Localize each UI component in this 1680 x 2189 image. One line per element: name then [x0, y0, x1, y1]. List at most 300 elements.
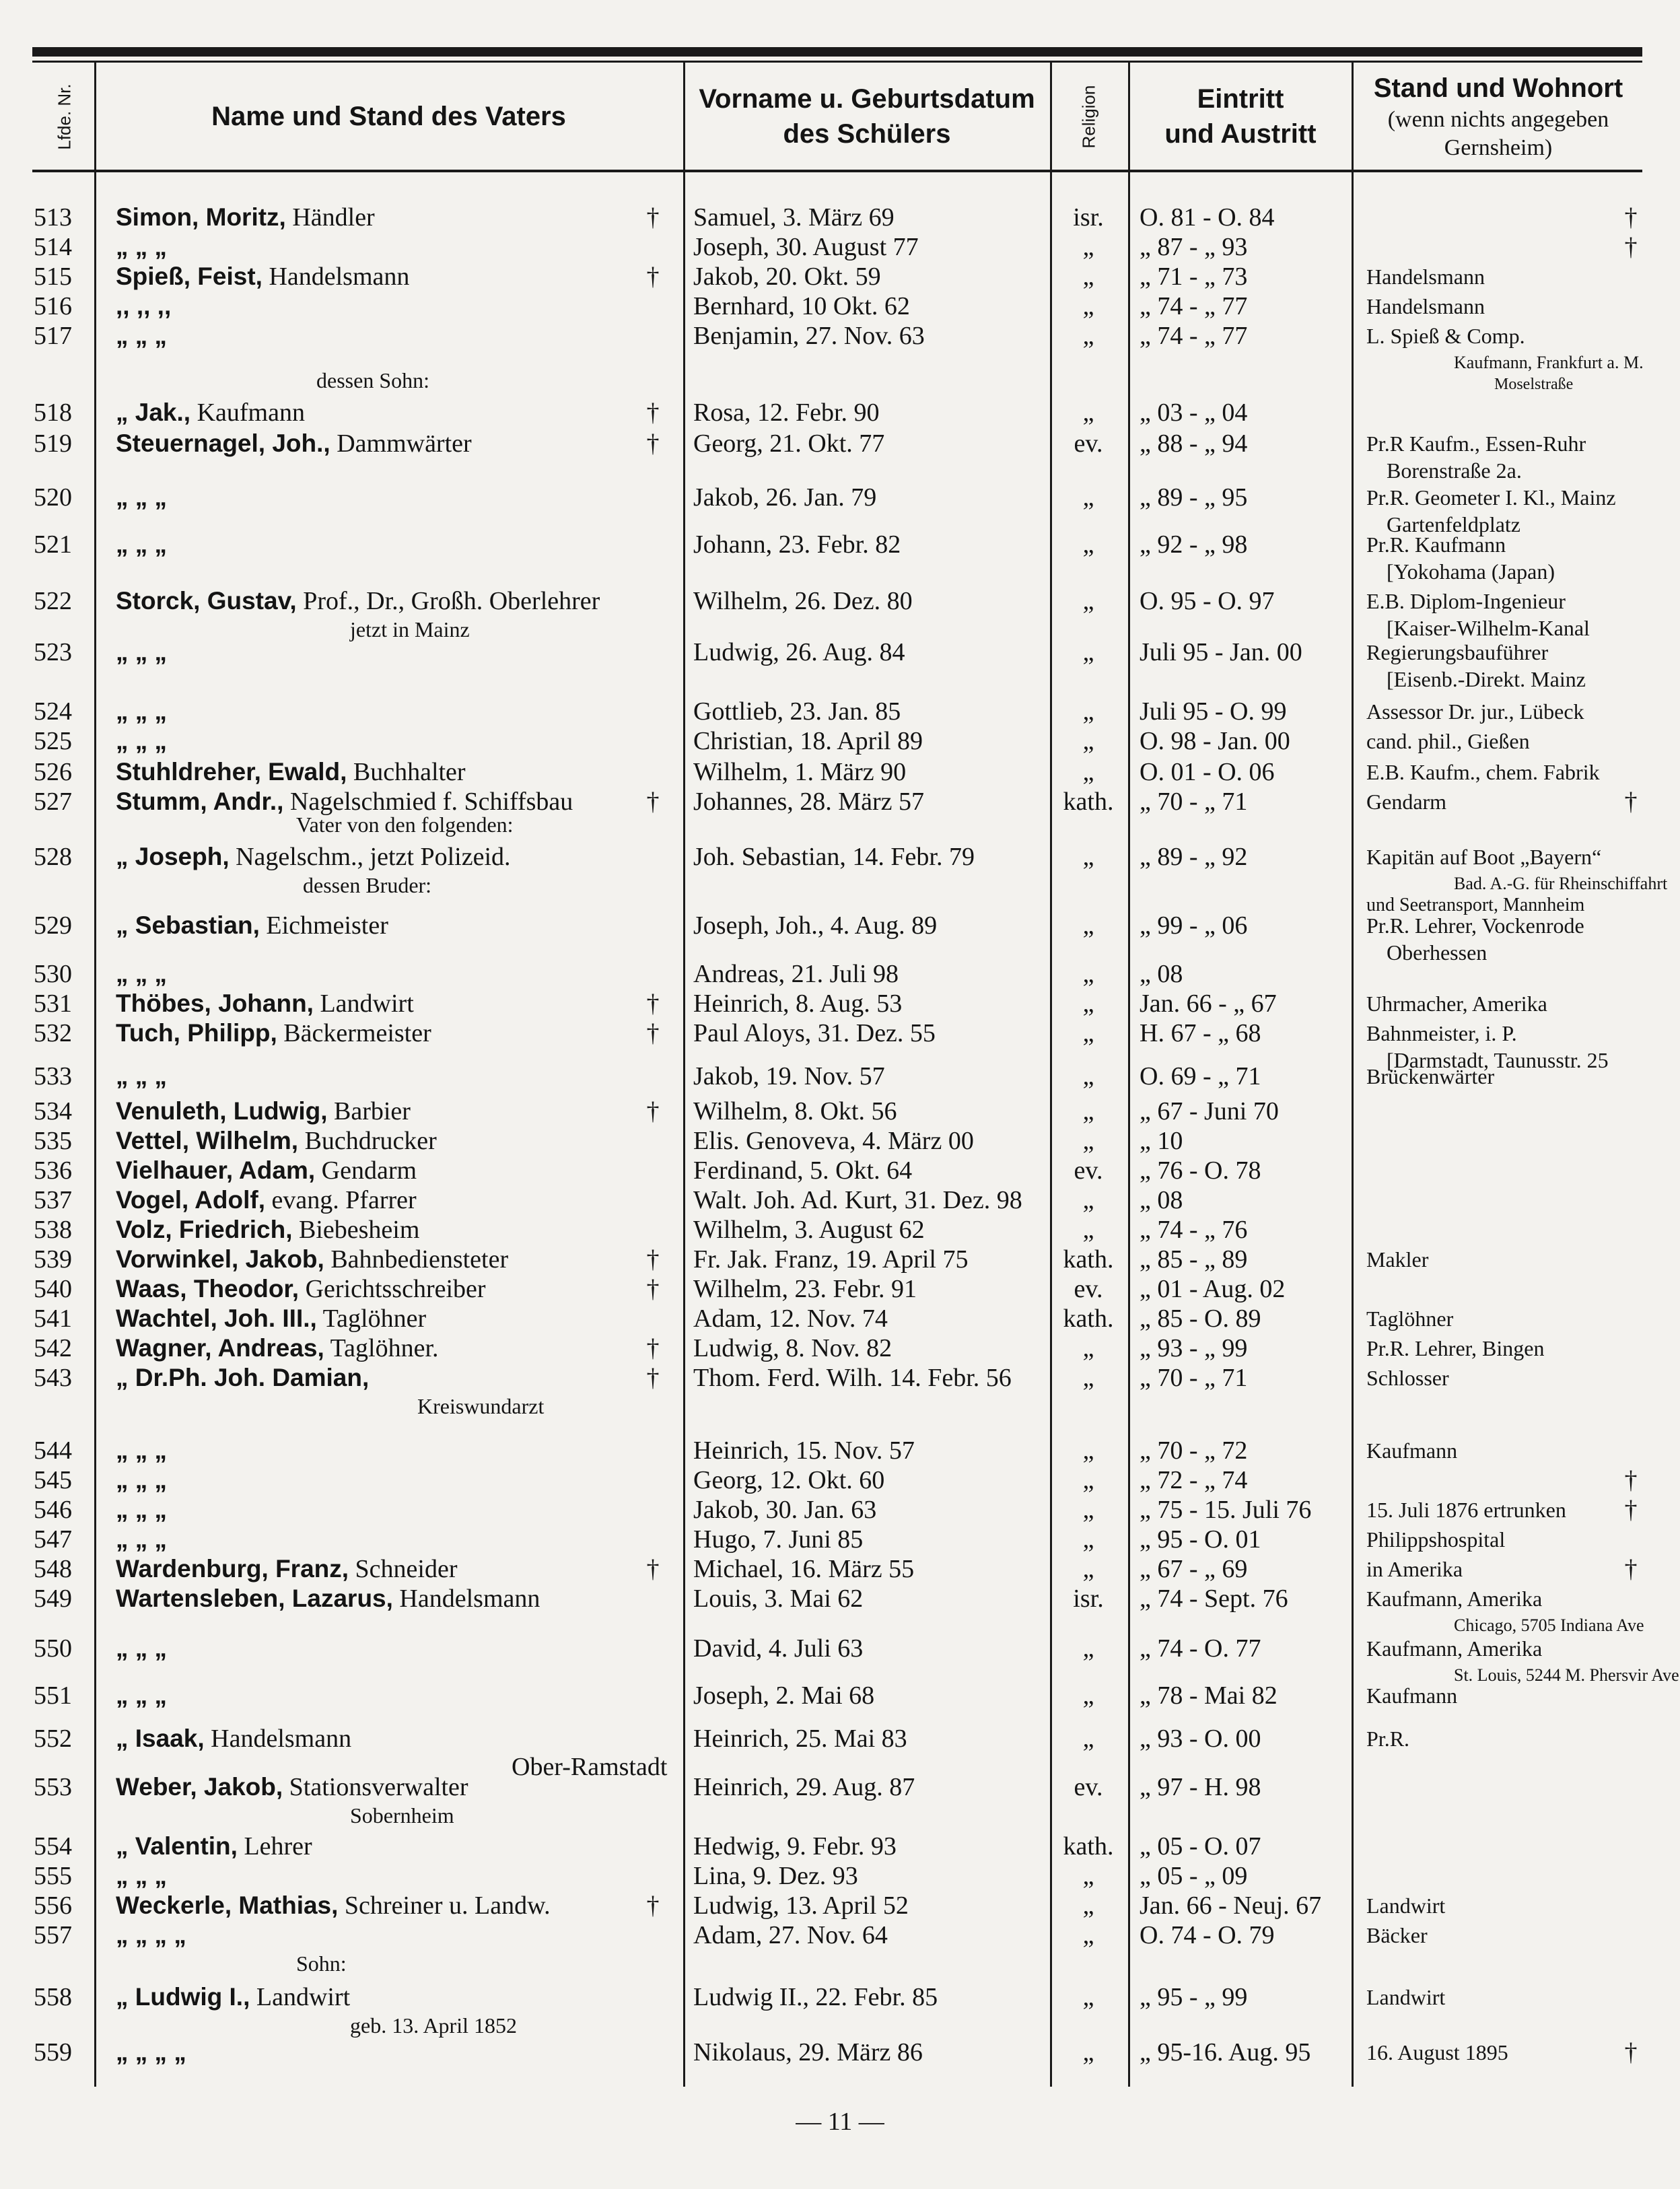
father-name-bold: Wartensleben, Lazarus, — [116, 1585, 393, 1612]
father-name — [116, 1096, 411, 1127]
father-name — [116, 988, 414, 1019]
father-deceased-mark: † — [646, 263, 660, 291]
father-name-bold: „ „ „ — [116, 1681, 168, 1709]
father-occupation: Handelsmann — [392, 1585, 540, 1613]
pupil-deceased-mark: † — [1624, 1496, 1638, 1524]
father-name-bold: Venuleth, Ludwig, — [116, 1097, 328, 1125]
father-occupation: Bahnbediensteter — [324, 1245, 509, 1274]
row-note-after: Sobernheim — [350, 1803, 454, 1828]
father-name — [116, 696, 167, 727]
row-number: 550 — [34, 1634, 72, 1663]
religion: „ — [1082, 398, 1094, 427]
father-name-bold: „ „ „ „ — [116, 2038, 186, 2066]
pupil-name-birth: Andreas, 21. Juli 98 — [693, 960, 899, 988]
status-residence: Philippshospital — [1366, 1527, 1506, 1552]
father-name — [116, 1244, 508, 1275]
father-name-bold: „ „ „ „ — [116, 1921, 186, 1949]
father-name-bold: Weber, Jakob, — [116, 1773, 283, 1801]
pupil-name-birth: Jakob, 19. Nov. 57 — [693, 1062, 885, 1090]
father-deceased-mark: † — [646, 203, 660, 232]
religion: „ — [1082, 1216, 1094, 1244]
pupil-name-birth: Georg, 12. Okt. 60 — [693, 1466, 885, 1494]
religion: ev. — [1074, 1773, 1103, 1801]
entry-exit: „ 74 - Sept. 76 — [1140, 1585, 1288, 1613]
row-number: 548 — [34, 1555, 72, 1583]
pupil-name-birth: Ferdinand, 5. Okt. 64 — [693, 1156, 913, 1185]
status-residence: Pr.R. — [1366, 1727, 1410, 1751]
row-number: 554 — [34, 1832, 72, 1861]
father-name — [116, 202, 375, 233]
status-residence: E.B. Diplom-Ingenieur — [1366, 589, 1566, 613]
row-number: 549 — [34, 1585, 72, 1613]
row-number: 519 — [34, 429, 72, 458]
pupil-name-birth: Samuel, 3. März 69 — [693, 203, 895, 232]
entry-exit: „ 74 - „ 77 — [1140, 322, 1248, 350]
father-deceased-mark: † — [646, 788, 660, 816]
father-occupation: Landwirt — [250, 1983, 351, 2011]
father-occupation: Biebesheim — [292, 1216, 420, 1244]
status-residence-line2: St. Louis, 5244 M. Phersvir Ave — [1454, 1665, 1679, 1685]
father-name — [116, 529, 167, 560]
pupil-name-birth: Christian, 18. April 89 — [693, 727, 923, 755]
father-name-bold: Storck, Gustav, — [116, 587, 297, 615]
pupil-name-birth: Joseph, 30. August 77 — [693, 233, 919, 261]
page-number: — 11 — — [796, 2108, 884, 2136]
father-occupation: Stationsverwalter — [283, 1773, 468, 1801]
father-occupation: Taglöhner. — [324, 1334, 439, 1362]
father-name — [116, 959, 167, 989]
father-name-bold: „ „ „ — [116, 1466, 168, 1494]
status-residence: Schlosser — [1366, 1366, 1449, 1390]
pupil-deceased-mark: † — [1624, 2038, 1638, 2066]
status-residence: Pr.R Kaufm., Essen-Ruhr — [1366, 431, 1586, 456]
father-name — [116, 1583, 540, 1614]
father-name-bold: Weckerle, Mathias, — [116, 1891, 339, 1919]
father-name-bold: Simon, Moritz, — [116, 203, 286, 231]
religion: „ — [1082, 1127, 1094, 1155]
entry-exit: „ 74 - „ 76 — [1140, 1216, 1248, 1244]
status-residence: Landwirt — [1366, 1985, 1446, 2009]
father-name — [116, 1362, 369, 1393]
father-name — [116, 1772, 468, 1803]
religion: „ — [1082, 483, 1094, 512]
father-name — [116, 1680, 167, 1711]
father-name-bold: Wagner, Andreas, — [116, 1334, 324, 1362]
entry-exit: Jan. 66 - „ 67 — [1140, 989, 1277, 1018]
status-residence: Kaufmann — [1366, 1438, 1458, 1463]
father-occupation: Gendarm — [315, 1156, 417, 1185]
religion: „ — [1082, 1186, 1094, 1214]
religion: „ — [1082, 2038, 1094, 2066]
father-name — [116, 1861, 167, 1891]
pupil-name-birth: Nikolaus, 29. März 86 — [693, 2038, 923, 2066]
row-number: 518 — [34, 398, 72, 427]
row-note-before: dessen Sohn: — [316, 368, 429, 392]
entry-exit: „ 08 — [1140, 960, 1183, 988]
father-occupation: Buchdrucker — [298, 1127, 437, 1155]
entry-exit: „ 89 - „ 92 — [1140, 843, 1248, 871]
religion: „ — [1082, 1019, 1094, 1047]
header-eintritt-line1: Eintritt — [1197, 84, 1284, 114]
status-residence: Pr.R. Kaufmann — [1366, 532, 1506, 557]
father-occupation: Buchhalter — [347, 758, 466, 786]
row-number: 520 — [34, 483, 72, 512]
pupil-name-birth: Joseph, 2. Mai 68 — [693, 1681, 875, 1710]
entry-exit: „ 03 - „ 04 — [1140, 398, 1248, 427]
pupil-deceased-mark: † — [1624, 233, 1638, 261]
row-number: 514 — [34, 233, 72, 261]
religion: „ — [1082, 638, 1094, 666]
row-number: 529 — [34, 911, 72, 940]
status-residence-line2: [Eisenb.-Direkt. Mainz — [1387, 667, 1586, 691]
religion: „ — [1082, 1364, 1094, 1392]
father-name-bold: „ Valentin, — [116, 1832, 238, 1860]
entry-exit: „ 85 - „ 89 — [1140, 1245, 1248, 1274]
row-number: 535 — [34, 1127, 72, 1155]
religion: ev. — [1074, 1156, 1103, 1185]
religion: „ — [1082, 727, 1094, 755]
religion: isr. — [1073, 1585, 1104, 1613]
status-residence-line2: [Yokohama (Japan) — [1387, 559, 1555, 584]
father-name-bold: „ „ „ — [116, 1496, 168, 1523]
status-residence-line2: Gartenfeldplatz — [1387, 512, 1520, 536]
pupil-name-birth: Joh. Sebastian, 14. Febr. 79 — [693, 843, 975, 871]
father-name-bold: Stuhldreher, Ewald, — [116, 758, 347, 786]
father-name — [116, 1125, 437, 1156]
header-vorname-line1: Vorname u. Geburtsdatum — [699, 84, 1035, 114]
status-residence: Pr.R. Geometer I. Kl., Mainz — [1366, 485, 1616, 510]
entry-exit: O. 74 - O. 79 — [1140, 1921, 1275, 1949]
pupil-name-birth: Jakob, 20. Okt. 59 — [693, 263, 881, 291]
father-name-bold: „ „ „ — [116, 960, 168, 987]
father-name — [116, 1018, 431, 1049]
father-name-bold: Spieß, Feist, — [116, 263, 262, 290]
pupil-deceased-mark: † — [1624, 1555, 1638, 1583]
status-residence: Pr.R. Lehrer, Bingen — [1366, 1336, 1545, 1360]
father-name-bold: Vettel, Wilhelm, — [116, 1127, 299, 1154]
religion: „ — [1082, 1062, 1094, 1090]
pupil-deceased-mark: † — [1624, 1466, 1638, 1494]
status-residence-line2: [Kaiser-Wilhelm-Kanal — [1387, 616, 1590, 640]
status-residence-line2: Kaufmann, Frankfurt a. M. — [1454, 353, 1644, 372]
father-name — [116, 1214, 419, 1245]
father-occupation: Nagelschm., jetzt Polizeid. — [229, 843, 511, 871]
pupil-name-birth: Ludwig, 26. Aug. 84 — [693, 638, 905, 666]
row-note-after: geb. 13. April 1852 — [350, 2013, 517, 2038]
father-name — [116, 1333, 439, 1364]
father-name-bold: „ Joseph, — [116, 843, 230, 870]
religion: „ — [1082, 263, 1094, 291]
religion: isr. — [1073, 203, 1104, 232]
pupil-name-birth: David, 4. Juli 63 — [693, 1634, 864, 1663]
entry-exit: O. 69 - „ 71 — [1140, 1062, 1261, 1090]
father-deceased-mark: † — [646, 1334, 660, 1362]
entry-exit: „ 67 - „ 69 — [1140, 1555, 1248, 1583]
father-name — [116, 726, 167, 757]
religion: „ — [1082, 843, 1094, 871]
entry-exit: O. 81 - O. 84 — [1140, 203, 1275, 232]
pupil-name-birth: Hugo, 7. Juni 85 — [693, 1525, 864, 1554]
father-name — [116, 910, 388, 941]
father-name-bold: „ „ „ — [116, 322, 168, 349]
religion: kath. — [1063, 1832, 1114, 1861]
row-number: 523 — [34, 638, 72, 666]
father-occupation: Eichmeister — [259, 911, 388, 940]
status-residence: in Amerika — [1366, 1557, 1463, 1581]
row-number: 541 — [34, 1305, 72, 1333]
row-number: 527 — [34, 788, 72, 816]
pupil-name-birth: Johann, 23. Febr. 82 — [693, 530, 901, 559]
religion: „ — [1082, 1466, 1094, 1494]
status-residence: Taglöhner — [1366, 1307, 1454, 1331]
pupil-name-birth: Heinrich, 25. Mai 83 — [693, 1725, 907, 1753]
status-residence: Makler — [1366, 1247, 1429, 1272]
pupil-name-birth: Wilhelm, 26. Dez. 80 — [693, 587, 913, 615]
religion: „ — [1082, 697, 1094, 726]
pupil-name-birth: Heinrich, 29. Aug. 87 — [693, 1773, 915, 1801]
header-name-label: Name und Stand des Vaters — [211, 102, 566, 131]
entry-exit: „ 93 - „ 99 — [1140, 1334, 1248, 1362]
entry-exit: „ 72 - „ 74 — [1140, 1466, 1248, 1494]
pupil-name-birth: Thom. Ferd. Wilh. 14. Febr. 56 — [693, 1364, 1012, 1392]
status-residence: Brückenwärter — [1366, 1064, 1495, 1088]
father-name — [116, 1155, 417, 1186]
row-number: 559 — [34, 2038, 72, 2066]
entry-exit: „ 97 - H. 98 — [1140, 1773, 1261, 1801]
religion: „ — [1082, 960, 1094, 988]
father-name — [116, 1185, 417, 1216]
father-name — [116, 841, 511, 872]
religion: kath. — [1063, 1245, 1114, 1274]
pupil-name-birth: Heinrich, 15. Nov. 57 — [693, 1436, 915, 1465]
entry-exit: „ 74 - O. 77 — [1140, 1634, 1261, 1663]
entry-exit: „ 93 - O. 00 — [1140, 1725, 1261, 1753]
entry-exit: „ 76 - O. 78 — [1140, 1156, 1261, 1185]
row-number: 546 — [34, 1496, 72, 1524]
pupil-name-birth: Wilhelm, 1. März 90 — [693, 758, 907, 786]
status-residence-line2: Bad. A.-G. für Rheinschiffahrt — [1454, 874, 1668, 893]
status-residence-line2: Oberhessen — [1387, 940, 1488, 965]
father-occupation: evang. Pfarrer — [265, 1186, 417, 1214]
status-residence: 16. August 1895 — [1366, 2040, 1508, 2064]
status-residence: Gendarm — [1366, 790, 1447, 814]
row-number: 536 — [34, 1156, 72, 1185]
father-deceased-mark: † — [646, 1364, 660, 1392]
father-deceased-mark: † — [646, 1097, 660, 1125]
entry-exit: „ 87 - „ 93 — [1140, 233, 1248, 261]
father-name — [116, 1303, 426, 1334]
father-occupation: Handelsmann — [204, 1725, 352, 1753]
father-name-bold: Steuernagel, Joh., — [116, 429, 330, 457]
father-name — [116, 482, 167, 513]
father-name — [116, 2037, 186, 2068]
status-residence: Handelsmann — [1366, 294, 1485, 318]
row-number: 531 — [34, 989, 72, 1018]
religion: „ — [1082, 1983, 1094, 2011]
religion: „ — [1082, 758, 1094, 786]
pupil-name-birth: Jakob, 26. Jan. 79 — [693, 483, 877, 512]
religion: „ — [1082, 1496, 1094, 1524]
entry-exit: „ 70 - „ 71 — [1140, 788, 1248, 816]
entry-exit: „ 78 - Mai 82 — [1140, 1681, 1278, 1710]
status-residence: Kaufmann — [1366, 1683, 1458, 1708]
pupil-name-birth: Paul Aloys, 31. Dez. 55 — [693, 1019, 936, 1047]
entry-exit: O. 01 - O. 06 — [1140, 758, 1275, 786]
row-number: 533 — [34, 1062, 72, 1090]
father-name — [116, 1274, 486, 1305]
row-number: 525 — [34, 727, 72, 755]
father-name — [116, 757, 466, 788]
pupil-name-birth: Bernhard, 10 Okt. 62 — [693, 292, 910, 320]
religion: „ — [1082, 322, 1094, 350]
row-note-after: Kreiswundarzt — [417, 1394, 545, 1418]
father-name-bold: ,, ,, ,, — [116, 292, 172, 320]
father-deceased-mark: † — [646, 398, 660, 427]
row-number: 543 — [34, 1364, 72, 1392]
father-name — [116, 1723, 351, 1754]
status-residence: 15. Juli 1876 ertrunken — [1366, 1498, 1566, 1522]
father-name — [116, 232, 167, 263]
entry-exit: „ 95-16. Aug. 95 — [1140, 2038, 1311, 2066]
religion: „ — [1082, 1334, 1094, 1362]
father-name — [116, 291, 171, 322]
status-residence-line2: Borenstraße 2a. — [1387, 458, 1522, 483]
father-name — [116, 1633, 167, 1664]
status-residence-line3: Moselstraße — [1494, 376, 1574, 393]
father-deceased-mark: † — [646, 1555, 660, 1583]
header-lfd-nr: Lfde. Nr. — [54, 83, 75, 150]
status-residence: Bahnmeister, i. P. — [1366, 1021, 1517, 1045]
row-number: 517 — [34, 322, 72, 350]
entry-exit: „ 71 - „ 73 — [1140, 263, 1248, 291]
father-occupation: Prof., Dr., Großh. Oberlehrer — [296, 587, 600, 615]
father-occupation: Schreiner u. Landw. — [338, 1891, 551, 1920]
father-name — [116, 1982, 350, 2013]
father-name-bold: „ „ „ — [116, 1634, 168, 1662]
pupil-name-birth: Wilhelm, 3. August 62 — [693, 1216, 925, 1244]
header-stand-line3: Gernsheim) — [1444, 135, 1553, 160]
pupil-name-birth: Elis. Genoveva, 4. März 00 — [693, 1127, 974, 1155]
father-occupation: Schneider — [349, 1555, 458, 1583]
entry-exit: „ 99 - „ 06 — [1140, 911, 1248, 940]
father-name-bold: „ „ „ — [116, 697, 168, 725]
status-residence: L. Spieß & Comp. — [1366, 324, 1525, 348]
entry-exit: Juli 95 - Jan. 00 — [1140, 638, 1302, 666]
row-number: 532 — [34, 1019, 72, 1047]
status-residence: Uhrmacher, Amerika — [1366, 992, 1547, 1016]
row-number: 530 — [34, 960, 72, 988]
pupil-name-birth: Walt. Joh. Ad. Kurt, 31. Dez. 98 — [693, 1186, 1022, 1214]
father-occupation: Kaufmann — [190, 398, 305, 427]
row-number: 551 — [34, 1681, 72, 1710]
row-number: 547 — [34, 1525, 72, 1554]
religion: „ — [1082, 1891, 1094, 1920]
religion: „ — [1082, 233, 1094, 261]
religion: kath. — [1063, 1305, 1114, 1333]
father-occupation: Handelsmann — [262, 263, 410, 291]
father-name-bold: Vielhauer, Adam, — [116, 1156, 316, 1184]
status-residence-line2: Chicago, 5705 Indiana Ave — [1454, 1615, 1644, 1635]
father-name — [116, 637, 167, 668]
father-name-bold: „ „ „ — [116, 233, 168, 260]
father-name-bold: Wachtel, Joh. III., — [116, 1305, 317, 1332]
row-number: 537 — [34, 1186, 72, 1214]
status-residence: E.B. Kaufm., chem. Fabrik — [1366, 760, 1600, 784]
row-number: 524 — [34, 697, 72, 726]
father-name-bold: „ Isaak, — [116, 1725, 205, 1752]
row-number: 515 — [34, 263, 72, 291]
row-number: 522 — [34, 587, 72, 615]
header-stand-line1: Stand und Wohnort — [1373, 73, 1623, 103]
pupil-name-birth: Rosa, 12. Febr. 90 — [693, 398, 880, 427]
pupil-deceased-mark: † — [1624, 788, 1638, 816]
row-number: 538 — [34, 1216, 72, 1244]
father-name-bold: „ „ „ — [116, 727, 168, 755]
father-name-bold: Waas, Theodor, — [116, 1275, 300, 1302]
pupil-name-birth: Ludwig, 13. April 52 — [693, 1891, 909, 1920]
status-residence: Assessor Dr. jur., Lübeck — [1366, 699, 1584, 724]
religion: „ — [1082, 1436, 1094, 1465]
status-residence: Handelsmann — [1366, 265, 1485, 289]
row-number: 516 — [34, 292, 72, 320]
father-name-bold: Volz, Friedrich, — [116, 1216, 293, 1243]
father-deceased-mark: † — [646, 429, 660, 458]
entry-exit: O. 95 - O. 97 — [1140, 587, 1275, 615]
entry-exit: „ 95 - O. 01 — [1140, 1525, 1261, 1554]
row-note-before: Vater von den folgenden: — [296, 812, 514, 837]
row-note-after: Ober-Ramstadt — [512, 1753, 668, 1781]
father-occupation: Barbier — [327, 1097, 411, 1125]
pupil-name-birth: Wilhelm, 23. Febr. 91 — [693, 1275, 917, 1303]
religion: „ — [1082, 1681, 1094, 1710]
pupil-name-birth: Benjamin, 27. Nov. 63 — [693, 322, 925, 350]
father-name-bold: Vogel, Adolf, — [116, 1186, 265, 1214]
religion: „ — [1082, 989, 1094, 1018]
row-note-after: jetzt in Mainz — [350, 617, 470, 641]
entry-exit: „ 05 - „ 09 — [1140, 1862, 1248, 1890]
entry-exit: H. 67 - „ 68 — [1140, 1019, 1261, 1047]
father-occupation: Bäckermeister — [277, 1019, 431, 1047]
father-name-bold: „ „ „ — [116, 1525, 168, 1553]
status-residence: Bäcker — [1366, 1923, 1428, 1947]
pupil-name-birth: Jakob, 30. Jan. 63 — [693, 1496, 877, 1524]
entry-exit: „ 70 - „ 72 — [1140, 1436, 1248, 1465]
father-name-bold: Tuch, Philipp, — [116, 1019, 277, 1047]
pupil-name-birth: Louis, 3. Mai 62 — [693, 1585, 864, 1613]
religion: ev. — [1074, 1275, 1103, 1303]
row-number: 526 — [34, 758, 72, 786]
header-vorname-line2: des Schülers — [783, 119, 951, 149]
row-number: 539 — [34, 1245, 72, 1274]
religion: „ — [1082, 911, 1094, 940]
father-name — [116, 261, 409, 292]
father-name-bold: „ Sebastian, — [116, 911, 260, 939]
pupil-name-birth: Gottlieb, 23. Jan. 85 — [693, 697, 901, 726]
father-name-bold: „ „ „ — [116, 530, 168, 558]
father-name-bold: „ Ludwig I., — [116, 1983, 250, 2011]
father-deceased-mark: † — [646, 1019, 660, 1047]
entry-exit: Juli 95 - O. 99 — [1140, 697, 1287, 726]
entry-exit: „ 01 - Aug. 02 — [1140, 1275, 1286, 1303]
header-stand-line2: (wenn nichts angegeben — [1387, 107, 1609, 132]
status-residence: cand. phil., Gießen — [1366, 729, 1530, 753]
pupil-name-birth: Fr. Jak. Franz, 19. April 75 — [693, 1245, 969, 1274]
entry-exit: „ 92 - „ 98 — [1140, 530, 1248, 559]
entry-exit: „ 95 - „ 99 — [1140, 1983, 1248, 2011]
religion: „ — [1082, 1555, 1094, 1583]
entry-exit: Jan. 66 - Neuj. 67 — [1140, 1891, 1322, 1920]
pupil-name-birth: Johannes, 28. März 57 — [693, 788, 924, 816]
